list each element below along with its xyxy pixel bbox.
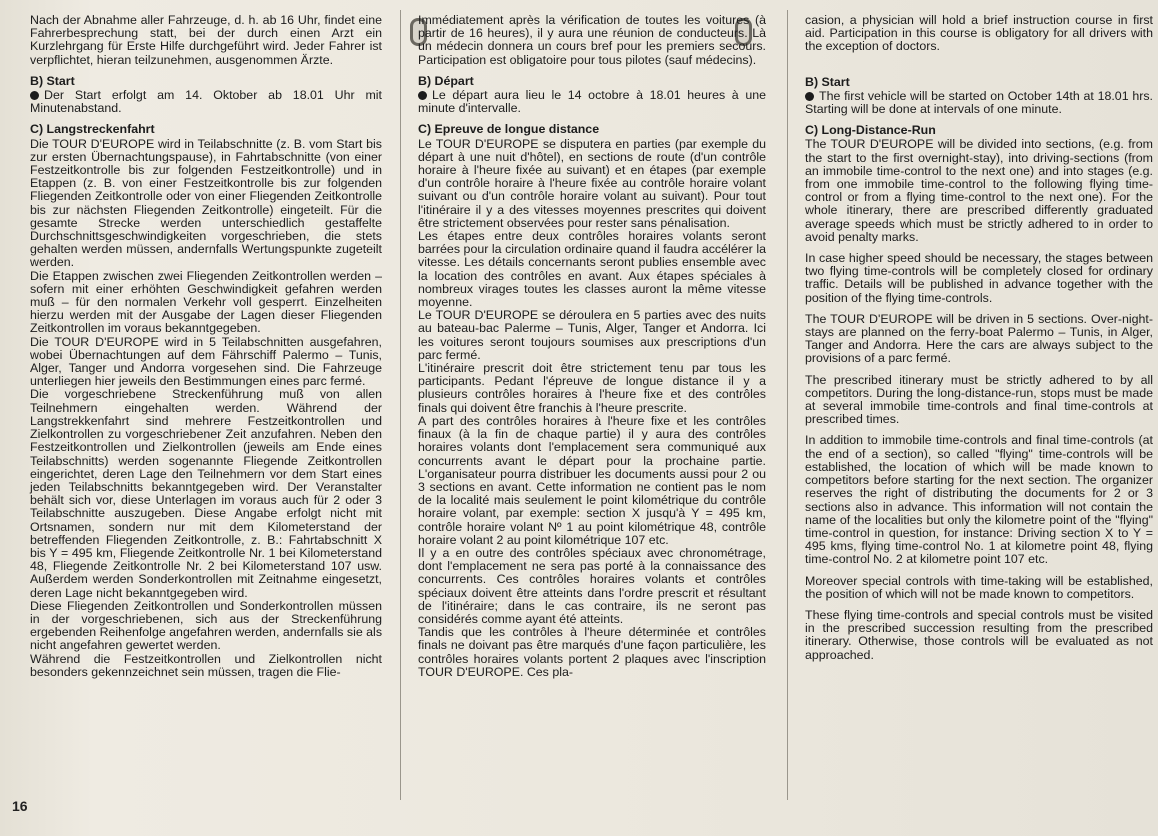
start-paragraph: Der Start erfolgt am 14. Oktober ab 18.01 Uhr mit Minutenabstand. — [30, 88, 382, 116]
paragraph: The TOUR D'EUROPE will be driven in 5 sections. Over-night-stays are planned on the ferry-boat Palermo – Tunis, in Alger, Tanger and Andorra. Here the cars are always subject to the provisions of a parc fermé. — [805, 311, 1153, 366]
paragraph: Die Etappen zwischen zwei Fliegenden Zeitkontrollen werden – sofern mit einer erhöhten Geschwindigkeit gefahren werden muß – für den normalen Verkehr voll gesperrt. Einzelheiten hierzu werden mit der Ausgabe der Lagen dieser Fliegenden Zeitkontrollen im voraus bekanntgegeben. — [30, 268, 382, 336]
english-column — [805, 14, 1153, 662]
section-title-start: B) Start — [30, 73, 75, 88]
paragraph: Die vorgeschriebene Streckenführung muß von allen Teilnehmern eingehalten werden. Während der Langstrekkenfahrt sind mehrere Festzeitkontrollen und Zielkontrollen zu vorgeschriebener Zeit anzufahren. Neben den Festzeitkontrollen und Zielkontrollen (jeweils am Ende eines Teilabschnitts) werden sogenannte Fliegende Zeitkontrollen eingerichtet, deren Lage den Teilnehmern vor dem Start eines jeden Teilabschnitts bekanntgegeben wird. Der Veranstalter behält sich vor, diese Unterlagen im voraus auch für 2 oder 3 Teilabschnitte auszugeben. Diese Angabe erfolgt nicht mit Ortsnamen, sondern nur mit dem Kilometerstand der betreffenden Fliegenden Zeitkontrolle, z. B.: Fahrtabschnitt X bis Y = 495 km, Fliegende Zeitkontrolle Nr. 1 bei Kilometerstand 48, Fliegende Zeitkontrolle Nr. 2 bei Kilometerstand 107 usw. Außerdem werden Sonderkontrollen mit Zeitnahme eingesetzt, deren Lage nicht bekanntgegeben wird. — [30, 387, 382, 600]
intro-paragraph: casion, a physician will hold a brief instruction course in first aid. Participation in this course is obligatory for all drivers with the exception of doctors. — [805, 13, 1153, 54]
section-title-long-distance: C) Langstreckenfahrt — [30, 122, 155, 137]
paragraph: In addition to immobile time-controls and final time-controls (at the end of a section), so called "flying" time-controls will be established, the location of which will be made known to competitors before starting for the next section. The organizer reserves the right of distributing the documents for 2 or 3 sections also in advance. This information will not contain the name of the localities but only the kilometre point of the "flying" time-control in question, for instance: Driving section X to Y = 495 kms, flying time-control No. 1 at kilometre point 48, flying time-control No. 2 at kilometre point 107 etc. — [805, 433, 1153, 567]
section-title-start: B) Départ — [418, 73, 474, 88]
intro-paragraph: Nach der Abnahme aller Fahrzeuge, d. h. ab 16 Uhr, findet eine Fahrerbesprechung statt, bei der durch einen Arzt ein Kurzlehrgang für Erste Hilfe durchgeführt wird. Jeder Fahrer ist verpflichtet, hieran teilzunehmen, ausgenommen Ärzte. — [30, 13, 382, 67]
paragraph: Während die Festzeitkontrollen und Zielkontrollen nicht besonders gekennzeichnet sein müssen, tragen die Flie- — [30, 651, 382, 679]
paragraph: Le TOUR D'EUROPE se déroulera en 5 parties avec des nuits au bateau-bac Palerme – Tunis, Alger, Tanger et Andorra. Ici les voitures seront toujours soumises aux prescriptions d'un parc fermé. — [418, 308, 766, 362]
paragraph: A part des contrôles horaires à l'heure fixe et les contrôles finaux (à la fin de chaque partie) il y aura des contrôles horaires volants dont l'emplacement sera communiqué aux concurrents avant le départ pour la prochaine partie. L'organisateur pourra distribuer les documents aussi pour 2 ou 3 sections en avant. Cette information ne contient pas le nom de la localité mais seulement le point kilométrique du contrôle horaire volant, par exemple: section X jusqu'à Y = 495 km, contrôle horaire volant Nº 1 au point kilométrique 48, contrôle horaire volant 2 au point kilométrique 107 etc. — [418, 413, 766, 547]
german-column — [30, 14, 382, 679]
section-title-long-distance: C) Epreuve de longue distance — [418, 122, 600, 137]
paragraph: L'itinéraire prescrit doit être strictement tenu par tous les participants. Pedant l'épreuve de longue distance il y a plusieurs contrôles horaires à l'heure fixe et des contrôles finals qui doivent être franchis à l'heure prescrite. — [418, 361, 766, 415]
section-title-long-distance: C) Long-Distance-Run — [805, 123, 936, 138]
french-column — [418, 14, 766, 679]
start-paragraph: The first vehicle will be started on October 14th at 18.01 hrs. Starting will be done at intervals of one minute. — [805, 88, 1153, 117]
paragraph: The prescribed itinerary must be strictly adhered to by all competitors. During the long-distance-run, stops must be made at several immobile time-controls and final time-controls at prescribed times. — [805, 372, 1153, 427]
column-divider — [400, 10, 401, 800]
paragraph: The TOUR D'EUROPE will be divided into sections, (e.g. from the start to the first overnight-stay), into driving-sections (from an immobile time-control to the next one) and into stages (e.g. from one immobile time-control to the following flying time-control or from a flying time-control to the next one). For the whole itinerary, there are prescribed differently graduated average speeds which must be strictly adhered to in order to avoid penalty marks. — [805, 137, 1153, 244]
paragraph: Il y a en outre des contrôles spéciaux avec chronométrage, dont l'emplacement ne sera pas porté à la connaissance des concurrents. Ces contrôles horaires volants et contrôles spéciaux doivent être atteints dans l'ordre prescrit et résultant de l'itinéraire; dans le cas contraire, ils ne seront pas considérés comme ayant été atteints. — [418, 545, 766, 626]
paragraph: Tandis que les contrôles à l'heure déterminée et contrôles finals ne doivant pas être marqués d'une façon particulière, les contrôles horaires volants portent 2 plaques avec l'inscription TOUR D'EUROPE. Ces pla- — [418, 625, 766, 679]
paragraph: Moreover special controls with time-taking will be established, the position of which will not be made known to competitors. — [805, 573, 1153, 601]
paragraph: These flying time-controls and special controls must be visited in the prescribed succession resulting from the prescribed itinerary. Otherwise, those controls will be evaluated as not approached. — [805, 607, 1153, 662]
paragraph: Die TOUR D'EUROPE wird in 5 Teilabschnitten ausgefahren, wobei Übernachtungen auf dem Fährschiff Palermo – Tunis, Alger, Tanger und Andorra vorgesehen sind. Die Fahrzeuge unterliegen hier jeweils den Bestimmungen eines parc fermé. — [30, 334, 382, 389]
paragraph: Diese Fliegenden Zeitkontrollen und Sonderkontrollen müssen in der vorgeschriebenen, sich aus der Streckenführung ergebenden Reihenfolge angefahren werden, andernfalls sie als nicht angefahren gewertet werden. — [30, 598, 383, 653]
column-divider — [787, 10, 788, 800]
paragraph: Die TOUR D'EUROPE wird in Teilabschnitte (z. B. vom Start bis zur ersten Übernachtungspause), in Fahrtabschnitte (von einer Festzeitkontrolle bis zur folgenden Festzeitkontrolle) und in Etappen (z. B. von einer Festzeitkontrolle bis zur folgenden Fliegenden Zeitkontrolle oder von einer Fliegenden Zeitkontrolle bis zur nächsten Fliegenden Zeitkontrolle) eingeteilt. Für die gesamte Strecke werden unterschiedlich gestaffelte Durchschnittsgeschwindigkeiten vorgeschrieben, die stets gehalten werden müssen, andernfalls Wertungspunkte zugeteilt werden. — [30, 136, 382, 270]
paragraph: Le TOUR D'EUROPE se disputera en parties (par exemple du départ à une nuit d'hôtel), en sections de route (d'un contrôle horaire à l'heure fixée au suivant) et en étapes (par exemple d'un contrôle horaire à l'heure fixée au contrôle horaire volant suivant ou d'un contrôle horaire volant au suivant). Pour tout l'itinéraire il y a des vitesses moyennes prescrites qui doivent être strictement observées pour rester sans pénalisation. — [418, 136, 766, 230]
page-number: 16 — [12, 798, 28, 814]
paragraph: In case higher speed should be necessary, the stages between two flying time-controls will be completely closed for ordinary traffic. Details will be published in advance together with the position of the flying time-controls. — [805, 251, 1153, 305]
intro-paragraph: Immédiatement après la vérification de toutes les voitures (à partir de 16 heures), il y aura une réunion de conducteurs. Là un médecin donnera un cours bref pour les premiers secours. Participation est obligatoire pour tous pilotes (sauf médecins). — [418, 13, 766, 67]
paragraph: Les étapes entre deux contrôles horaires volants seront barrées pour la circulation ordinaire quand il faudra accélérer la vitesse. Les détails concernants seront publies ensemble avec la location des contrôles en avant. Aux étapes spéciales à nombreux virages toutes les classes auront la même vitesse moyenne. — [418, 229, 766, 310]
section-title-start: B) Start — [805, 74, 850, 89]
start-paragraph: Le départ aura lieu le 14 octobre à 18.01 heures à une minute d'intervalle. — [418, 88, 766, 116]
